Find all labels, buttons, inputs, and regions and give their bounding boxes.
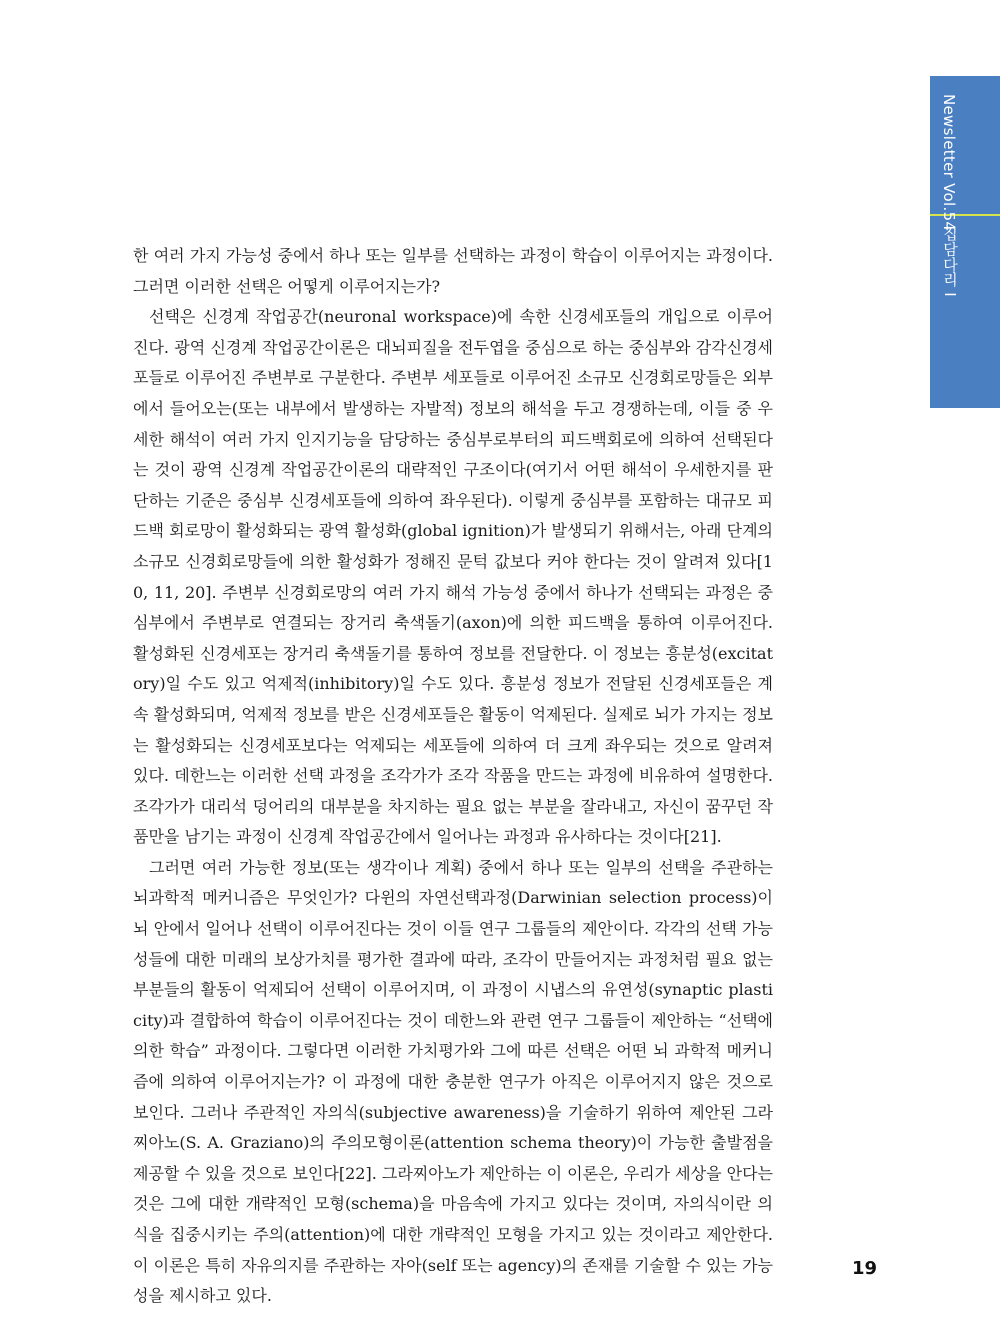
paragraph-3: 그러면 여러 가능한 정보(또는 생각이나 계획) 중에서 하나 또는 일부의 선택을 주관하는 뇌과학적 메커니즘은 무엇인가? 다윈의 자연선택과정(Darwinian selection process)이 뇌 안에서 일어나 선택이 이루어진다는 것이 이들 연구 그룹들의 제안이다. 각각의 선택 가능성들에 대한 미래의 보상가치를 평가한 결과에 따라, 조각이 만들어지는 과정처럼 필요 없는 부분들의 활동이 억제되어 선택이 이루어지며, 이 과정이 시냅스의 유연성(synaptic plasticity)과 결합하여 학습이 이루어진다는 것이 데한느와 관련 연구 그룹들이 제안하는 “선택에 의한 학습” 과정이다. 그렇다면 이러한 가치평가와 그에 따른 선택은 어떤 뇌 과학적 메커니즘에 의하여 이루어지는가? 이 과정에 대한 충분한 연구가 아직은 이루어지지 않은 것으로 보인다. 그러나 주관적인 자의식(subjective awareness)을 기술하기 위하여 제안된 그라찌아노(S. A. Graziano)의 주의모형이론(attention schema theory)이 가능한 출발점을 제공할 수 있을 것으로 보인다[22]. 그라찌아노가 제안하는 이 이론은, 우리가 세상을 안다는 것은 그에 대한 개략적인 모형(schema)을 마음속에 가지고 있다는 것이며, 자의식이란 의식을 집중시키는 주의(attention)에 대한 개략적인 모형을 가지고 있는 것이라고 제안한다. 이 이론은 특히 자유의지를 주관하는 자아(self 또는 agency)의 존재를 기술할 수 있는 가능성을 제시하고 있다. xyxy=(133,857,773,1306)
section-label: 집담다리 I xyxy=(941,226,959,297)
newsletter-volume-label: Newsletter Vol.54 xyxy=(940,94,958,232)
paragraph-1: 한 여러 가지 가능성 중에서 하나 또는 일부를 선택하는 과정이 학습이 이루어지는 과정이다. 그러면 이러한 선택은 어떻게 이루어지는가? xyxy=(133,246,773,296)
paragraph-2: 선택은 신경계 작업공간(neuronal workspace)에 속한 신경세포들의 개입으로 이루어진다. 광역 신경계 작업공간이론은 대뇌피질을 전두엽을 중심으로 하는 중심부와 감각신경세포들로 이루어진 주변부로 구분한다. 주변부 세포들로 이루어진 소규모 신경회로망들은 외부에서 들어오는(또는 내부에서 발생하는 자발적) 정보의 해석을 두고 경쟁하는데, 이들 중 우세한 해석이 여러 가지 인지기능을 담당하는 중심부로부터의 피드백회로에 의하여 선택된다는 것이 광역 신경계 작업공간이론의 대략적인 구조이다(여기서 어떤 해석이 우세한지를 판단하는 기준은 중심부 신경세포들에 의하여 좌우된다). 이렇게 중심부를 포함하는 대규모 피드백 회로망이 활성화되는 광역 활성화(global ignition)가 발생되기 위해서는, 아래 단계의 소규모 신경회로망들에 의한 활성화가 정해진 문턱 값보다 커야 한다는 것이 알려져 있다[10, 11, 20]. 주변부 신경회로망의 여러 가지 해석 가능성 중에서 하나가 선택되는 과정은 중심부에서 주변부로 연결되는 장거리 축색돌기(axon)에 의한 피드백을 통하여 이루어진다. 활성화된 신경세포는 장거리 축색돌기를 통하여 정보를 전달한다. 이 정보는 흥분성(excitatory)일 수도 있고 억제적(inhibitory)일 수도 있다. 흥분성 정보가 전달된 신경세포들은 계속 활성화되며, 억제적 정보를 받은 신경세포들은 활동이 억제된다. 실제로 뇌가 가지는 정보는 활성화되는 신경세포보다는 억제되는 세포들에 의하여 더 크게 좌우되는 것으로 알려져 있다. 데한느는 이러한 선택 과정을 조각가가 조각 작품을 만드는 과정에 비유하여 설명한다. 조각가가 대리석 덩어리의 대부분을 차지하는 필요 없는 부분을 잘라내고, 자신이 꿈꾸던 작품만을 남기는 과정이 신경계 작업공간에서 일어나는 과정과 유사하다는 것이다[21]. xyxy=(133,307,773,847)
page-number: 19 xyxy=(852,1258,878,1279)
article-body xyxy=(133,241,773,1312)
